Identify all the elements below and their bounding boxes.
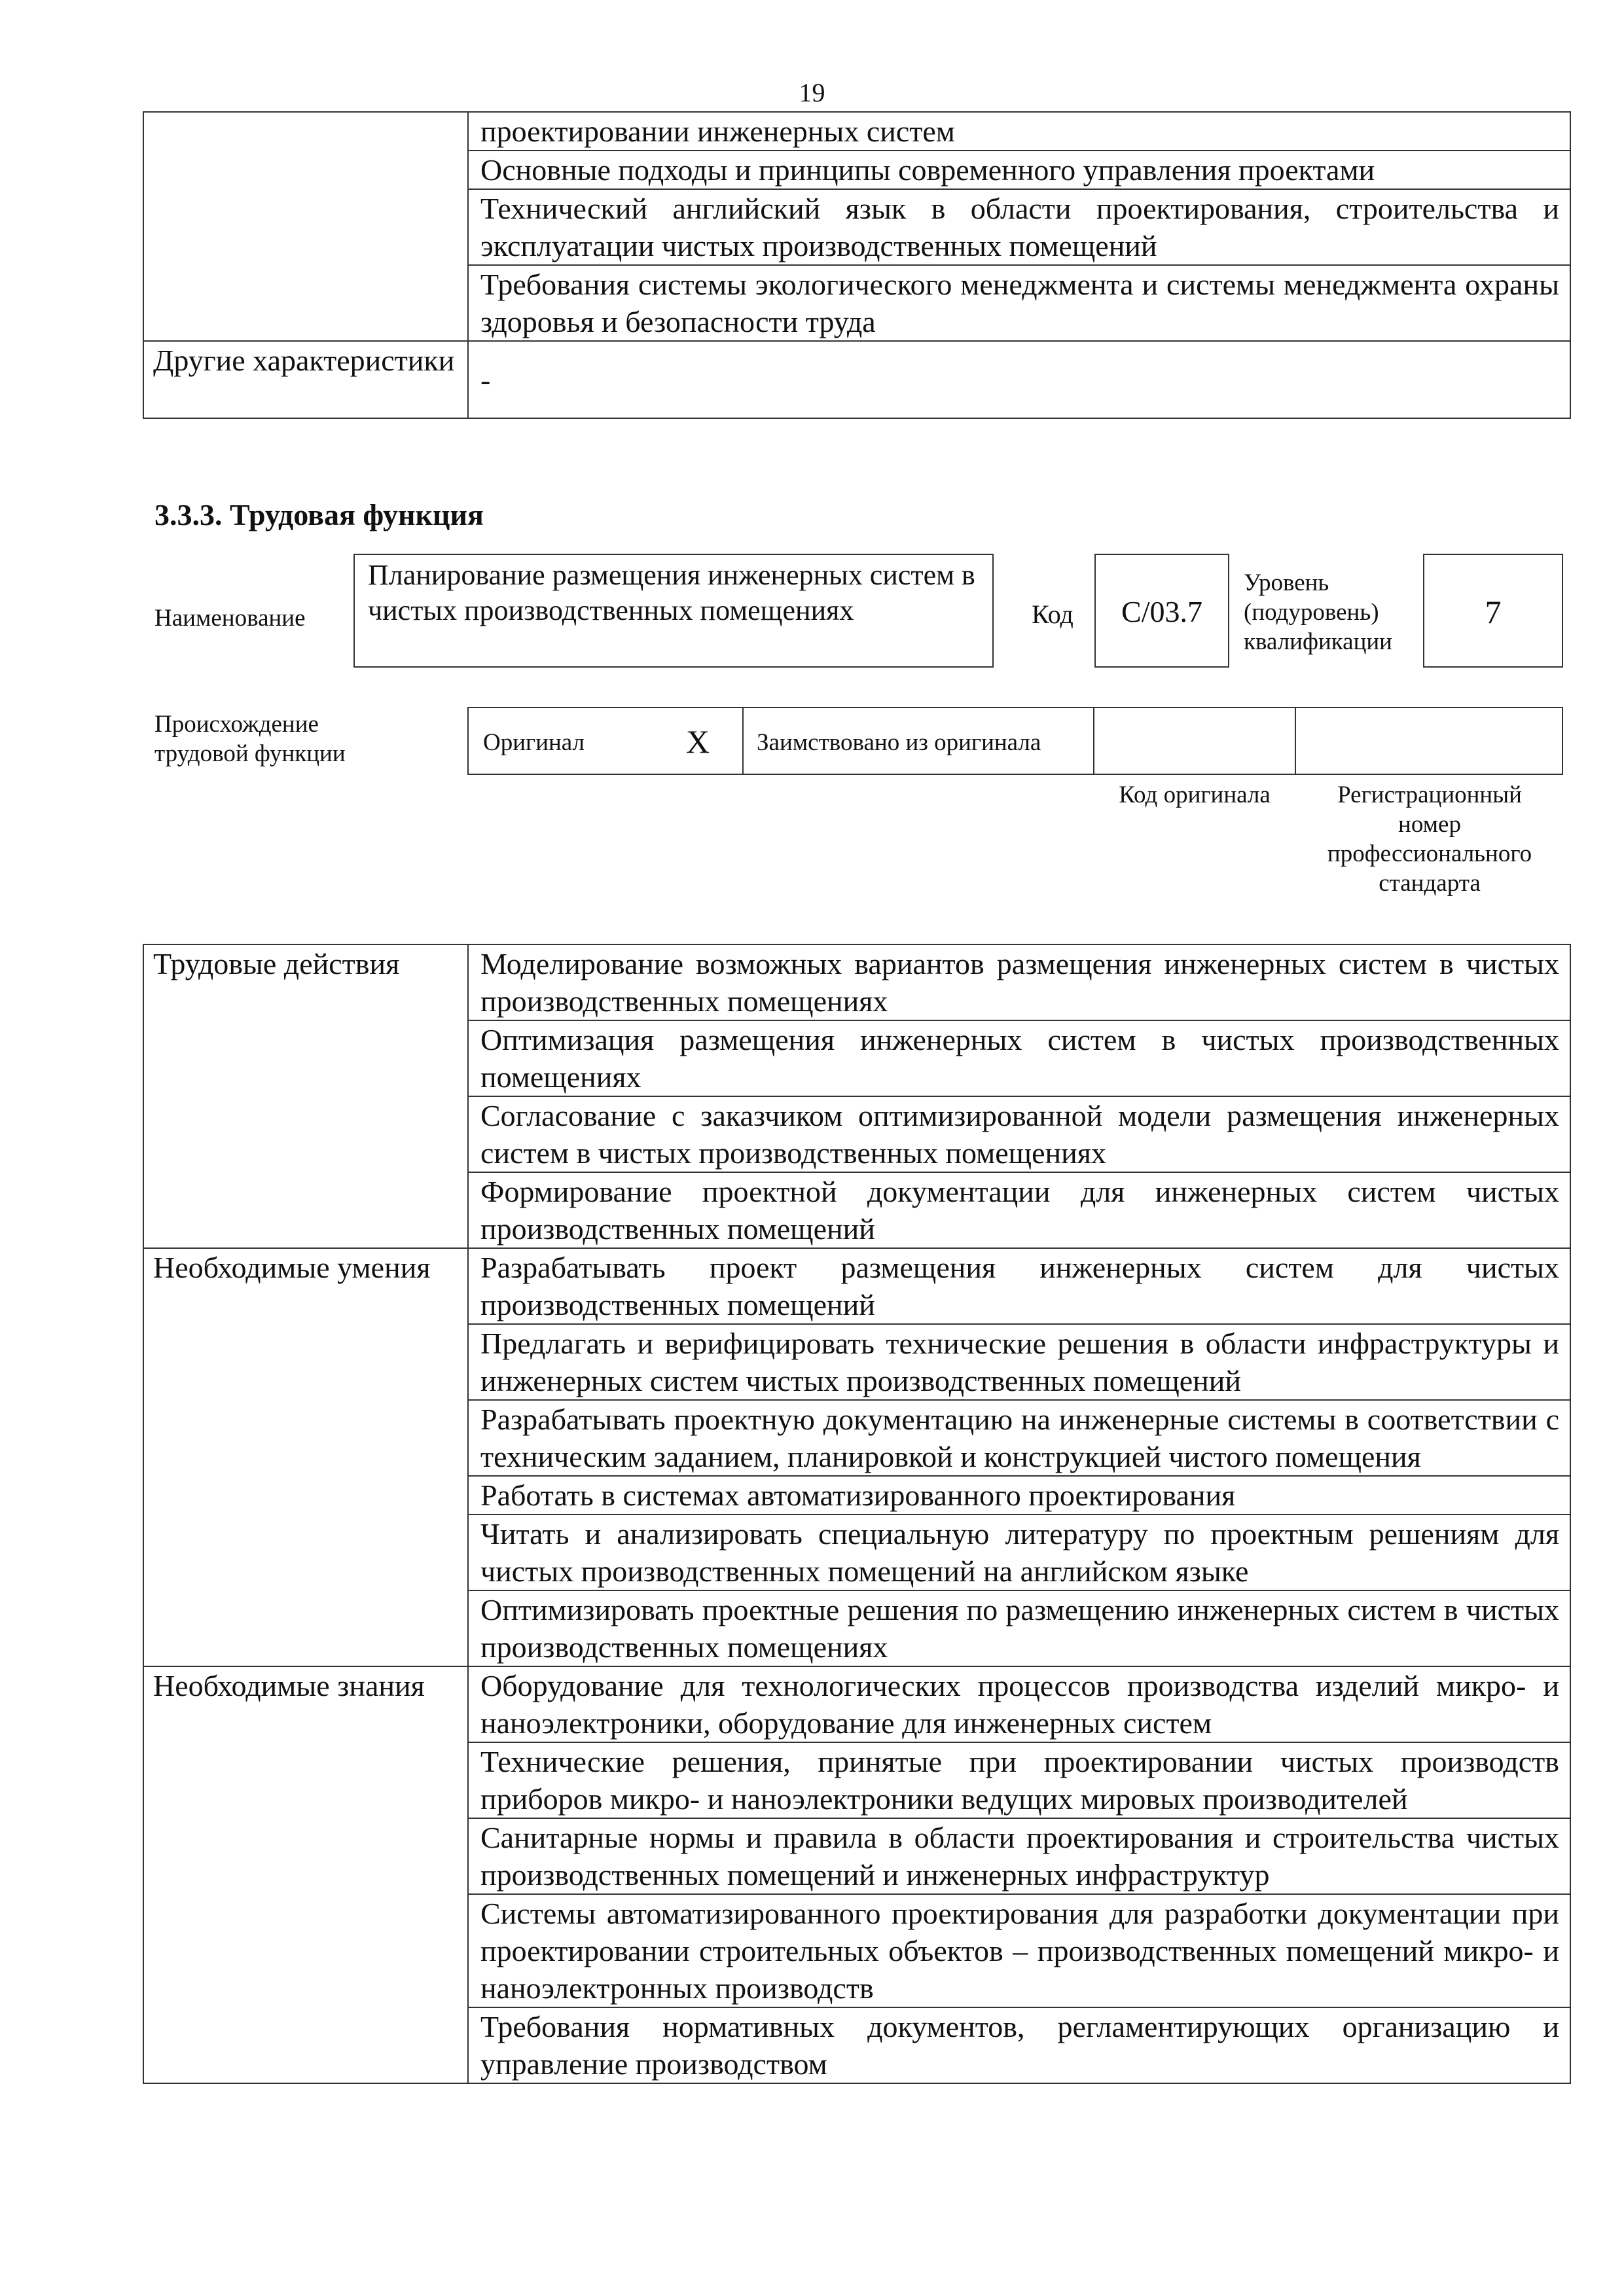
function-name-box bbox=[353, 554, 994, 668]
other-characteristics-label: Другие характеристики bbox=[143, 341, 468, 418]
knowledge-item: Требования нормативных документов, регламентирующих организацию и управление производством bbox=[468, 2007, 1570, 2083]
knowledge-item: Санитарные нормы и правила в области проектирования и строительства чистых производственных помещений и инженерных инфраструктур bbox=[468, 1818, 1570, 1894]
table-row bbox=[143, 341, 1570, 418]
table-row bbox=[143, 1666, 1570, 1742]
skill-item: Разрабатывать проектную документацию на инженерные системы в соответствии с техническим заданием, планировкой и конструкцией чистого помещения bbox=[468, 1400, 1570, 1476]
original-cell bbox=[467, 707, 744, 775]
table-row bbox=[143, 1248, 1570, 1324]
knowledge-item: Требования системы экологического менеджмента и системы менеджмента охраны здоровья и безопасности труда bbox=[468, 265, 1570, 341]
skill-item: Читать и анализировать специальную литературу по проектным решениям для чистых производственных помещений на английском языке bbox=[468, 1515, 1570, 1590]
knowledge-label: Необходимые знания bbox=[143, 1666, 468, 2083]
knowledge-item: Технический английский язык в области проектирования, строительства и эксплуатации чистых производственных помещений bbox=[468, 189, 1570, 265]
original-code-caption: Код оригинала bbox=[1119, 781, 1271, 808]
knowledge-item: Системы автоматизированного проектирования для разработки документации при проектировании строительных объектов – производственных помещений микро- и наноэлектронных производств bbox=[468, 1894, 1570, 2007]
table-row bbox=[143, 944, 1570, 1020]
skills-label: Необходимые умения bbox=[143, 1248, 468, 1666]
knowledge-item: проектировании инженерных систем bbox=[468, 112, 1570, 151]
original-code-cell bbox=[1093, 707, 1296, 775]
section-heading: 3.3.3. Трудовая функция bbox=[154, 498, 484, 531]
reg-number-caption: Регистрационный номер профессионального стандарта bbox=[1327, 781, 1532, 897]
action-item: Оптимизация размещения инженерных систем в чистых производственных помещениях bbox=[468, 1020, 1570, 1096]
function-code: C/03.7 bbox=[1121, 595, 1202, 628]
level-label: Уровень (подуровень) квалификации bbox=[1244, 569, 1392, 655]
code-label: Код bbox=[1032, 600, 1074, 629]
skill-item: Работать в системах автоматизированного проектирования bbox=[468, 1476, 1570, 1515]
code-box bbox=[1094, 554, 1229, 668]
level-box bbox=[1423, 554, 1563, 668]
original-mark: X bbox=[686, 723, 710, 760]
original-label: Оригинал bbox=[483, 729, 585, 756]
knowledge-item: Оборудование для технологических процессов производства изделий микро- и наноэлектроники, оборудование для инженерных систем bbox=[468, 1666, 1570, 1742]
reg-number-cell bbox=[1295, 707, 1563, 775]
knowledge-item: Основные подходы и принципы современного управления проектами bbox=[468, 151, 1570, 189]
name-label: Наименование bbox=[154, 605, 306, 632]
knowledge-item: Технические решения, принятые при проектировании чистых производств приборов микро- и наноэлектроники ведущих мировых производителей bbox=[468, 1742, 1570, 1818]
level-value: 7 bbox=[1485, 594, 1502, 630]
action-item: Согласование с заказчиком оптимизированной модели размещения инженерных систем в чистых производственных помещениях bbox=[468, 1096, 1570, 1172]
skill-item: Оптимизировать проектные решения по размещению инженерных систем в чистых производственных помещениях bbox=[468, 1590, 1570, 1666]
page-number: 19 bbox=[799, 78, 825, 107]
labor-function-table bbox=[143, 944, 1571, 2084]
borrowed-label: Заимствовано из оригинала bbox=[757, 729, 1041, 756]
action-item: Моделирование возможных вариантов размещения инженерных систем в чистых производственных помещениях bbox=[468, 944, 1570, 1020]
continuation-table bbox=[143, 111, 1571, 419]
skill-item: Разрабатывать проект размещения инженерных систем для чистых производственных помещений bbox=[468, 1248, 1570, 1324]
function-name: Планирование размещения инженерных систем в чистых производственных помещениях bbox=[368, 559, 975, 626]
empty-label-cell bbox=[143, 112, 468, 341]
skill-item: Предлагать и верифицировать технические решения в области инфраструктуры и инженерных систем чистых производственных помещений bbox=[468, 1324, 1570, 1400]
origin-label: Происхождение трудовой функции bbox=[154, 711, 346, 767]
table-row bbox=[143, 112, 1570, 151]
other-characteristics-value: - bbox=[468, 341, 1570, 418]
actions-label: Трудовые действия bbox=[143, 944, 468, 1248]
action-item: Формирование проектной документации для инженерных систем чистых производственных помещений bbox=[468, 1172, 1570, 1248]
borrowed-cell bbox=[742, 707, 1094, 775]
